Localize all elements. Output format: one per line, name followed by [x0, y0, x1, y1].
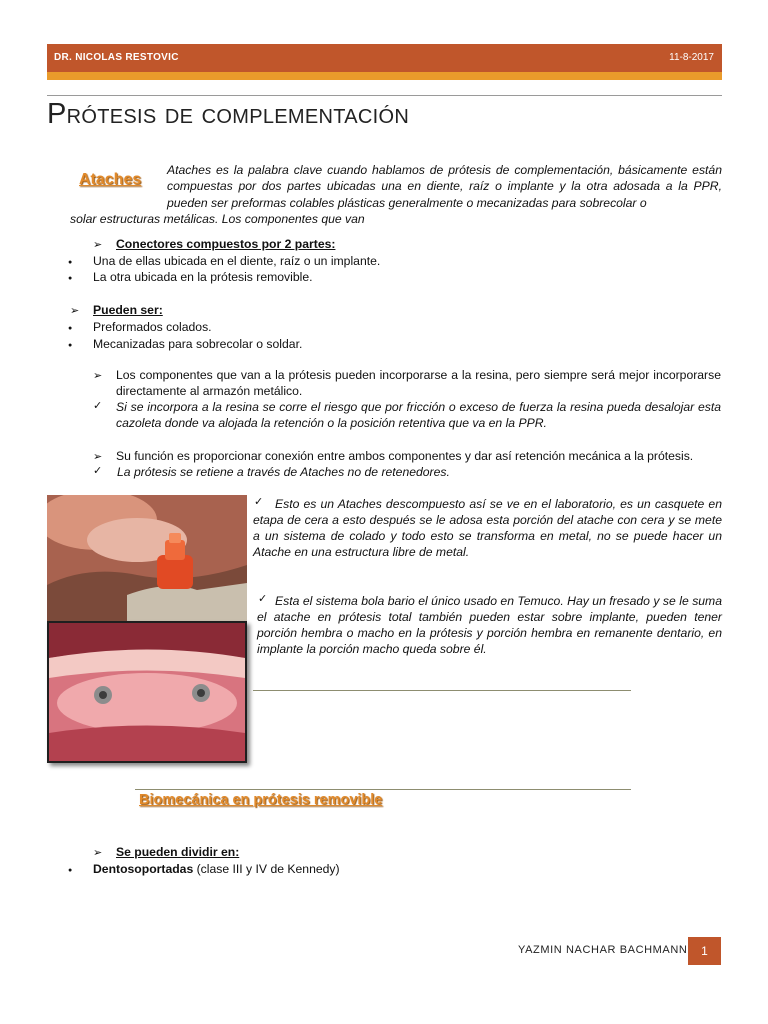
bullet-icon: ●: [68, 259, 73, 266]
section-dividir: [93, 844, 239, 860]
section-heading: Conectores compuestos por 2 partes:: [116, 237, 336, 251]
note-resin-check: Si se incorpora a la resina se corre el riesgo que por fricción o exceso de fuerza la resina pueda desalojar esta cazoleta donde va alojada la retención o la posición retentiva que va en la PPR.: [116, 400, 721, 430]
arrow-bullet-icon: ➢: [93, 451, 103, 463]
bullet-icon: ●: [68, 867, 73, 874]
page-title: Prótesis de complementación: [47, 98, 410, 130]
title-rule: [47, 95, 722, 96]
bullet-icon: ●: [68, 275, 73, 282]
note-function-check: La prótesis se retiene a través de Ataches no de retenedores.: [117, 465, 450, 479]
section-pueden-ser: [70, 302, 163, 318]
list-item-text: Una de ellas ubicada en el diente, raíz o un implante.: [93, 254, 381, 268]
arrow-bullet-icon: ➢: [93, 847, 103, 859]
section-heading: Se pueden dividir en:: [116, 845, 240, 859]
page-number: 1: [688, 937, 721, 965]
bullet-icon: ●: [68, 342, 73, 349]
check-icon: ✓: [258, 593, 268, 605]
ball-attachment-photo: [47, 621, 247, 763]
arrow-bullet-icon: ➢: [70, 305, 80, 317]
list-item-text: La otra ubicada en la prótesis removible.: [93, 270, 313, 284]
list-item: [68, 253, 380, 269]
list-item: [68, 861, 340, 877]
figure-note-lab: Esto es un Ataches descompuesto así se ve en el laboratorio, es un casquete en etapa de cera a esto después se le adosa esta porción del atache con cera y se mete a un sistema de colado y todo esto se transforma en metal, no se puede hacer un Atache en una estructura libre de metal.: [253, 497, 722, 559]
list-item: [68, 319, 212, 335]
separator-rule: [253, 690, 631, 691]
list-item: [68, 336, 302, 352]
figure-note-ball: Esta el sistema bola bario el único usado en Temuco. Hay un fresado y se le suma el atache en prótesis total también pueden estar sobre implante, pueden tener porción hembra o macho en la prótesis y porción hembra en remanente dentario, en implante la porción macho queda sobre él.: [257, 594, 722, 656]
note-function: Su función es proporcionar conexión entre ambos componentes y dar así retención mecánica a la prótesis.: [116, 449, 694, 463]
biomecanica-heading: Biomecánica en prótesis removible: [139, 792, 383, 808]
ataches-heading: Ataches: [79, 171, 142, 188]
list-item-text: Mecanizadas para sobrecolar o soldar.: [93, 337, 303, 351]
check-icon: ✓: [93, 465, 103, 477]
note-resin: Los componentes que van a la prótesis pueden incorporarse a la resina, pero siempre será mejor incorporarse directamente al armazón metálico.: [116, 368, 721, 398]
arrow-bullet-icon: ➢: [93, 239, 103, 251]
header-author: DR. NICOLAS RESTOVIC: [54, 52, 179, 63]
intro-paragraph: Ataches es la palabra clave cuando hablamos de prótesis de complementación, básicamente están compuestas por dos partes ubicadas una en diente, raíz o implante y la otra adosada a la PPR, pueden ser preformas colables plásticas generalmente o mecanizadas para sobrecolar o: [167, 163, 722, 210]
wax-attachment-photo: [47, 495, 247, 623]
separator-rule: [135, 789, 631, 790]
list-item: [68, 269, 313, 285]
list-item-text: Preformados colados.: [93, 320, 212, 334]
header-stripe: [47, 72, 722, 80]
check-icon: ✓: [93, 400, 103, 412]
intro-paragraph-end: solar estructuras metálicas. Los componentes que van: [70, 212, 365, 226]
arrow-bullet-icon: ➢: [93, 370, 103, 382]
header-date: 11-8-2017: [669, 52, 714, 63]
section-conectores: [93, 236, 335, 252]
list-item-text: (clase III y IV de Kennedy): [193, 862, 340, 876]
section-heading: Pueden ser:: [93, 303, 163, 317]
bullet-icon: ●: [68, 325, 73, 332]
list-item-bold: Dentosoportadas: [93, 862, 194, 876]
footer-author: YAZMIN NACHAR BACHMANN: [518, 944, 688, 956]
check-icon: ✓: [254, 496, 264, 508]
